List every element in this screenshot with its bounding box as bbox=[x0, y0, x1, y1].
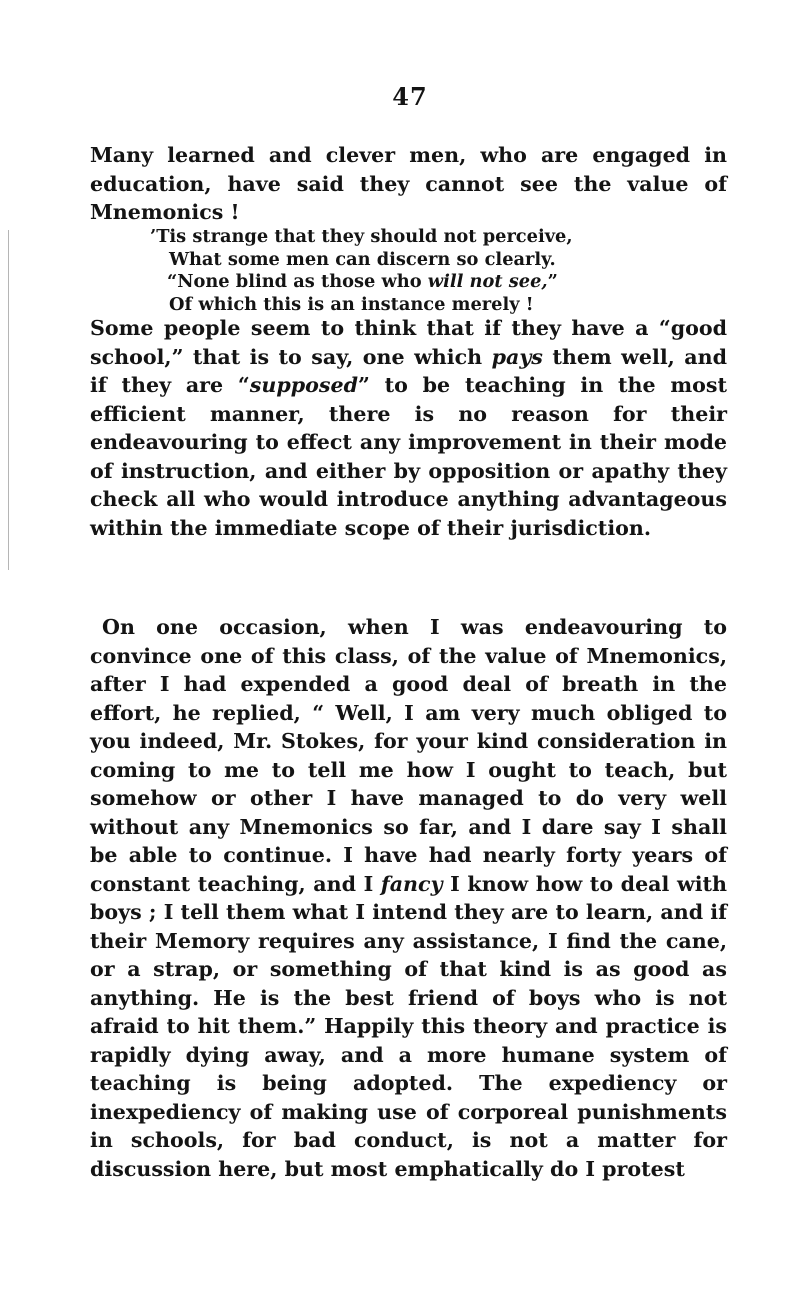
verse-line-3-start: “None blind as those who bbox=[167, 271, 428, 293]
para3-emphasis-fancy: fancy bbox=[380, 871, 443, 896]
verse-line-3-end: ” bbox=[547, 271, 558, 293]
para2-emphasis-pays: pays bbox=[491, 344, 543, 369]
page-number: 47 bbox=[392, 82, 428, 111]
verse-line-3 bbox=[150, 271, 710, 294]
page-edge-line bbox=[8, 230, 9, 570]
verse-line-2: What some men can discern so clearly. bbox=[169, 248, 556, 270]
intro-paragraph: Many learned and clever men, who are engaged in education, have said they cannot see the value of Mnemonics ! bbox=[90, 143, 727, 224]
body-paragraph-anecdote bbox=[90, 613, 727, 1183]
verse-line-1: ’Tis strange that they should not perceive, bbox=[150, 226, 573, 247]
verse-line-3-emphasis: will not see, bbox=[427, 271, 548, 293]
para2-text-1: Some people seem to think that if they have a “good school,” that is to say, one which bbox=[90, 316, 727, 369]
verse-quote bbox=[150, 226, 710, 317]
verse-line-4: Of which this is an instance merely ! bbox=[169, 294, 534, 316]
para2-emphasis-supposed: supposed bbox=[249, 373, 358, 397]
body-paragraph-good-school bbox=[90, 314, 727, 542]
para2-text-2: them well, and if they are “ bbox=[90, 344, 728, 397]
para3-text-1: On one occasion, when I was endeavouring to convince one of this class, of the value of Mnemonics, after I had expended a good deal of breath in the effort, he replied, “ Well, I am very much obliged to you indeed, Mr. Stokes, for your kind consideration in coming to me to tell me how I ought to teach, but somehow or other I have managed to do very well without any Mnemonics so far, and I dare say I shall be able to continue. I have had nearly forty years of constant teaching, and I bbox=[90, 615, 727, 896]
para2-text-3: ” to be teaching in the most efficient manner, there is no reason for their endeavouring to effect any improvement in their mode of instruction, and either by opposition or apathy they check all who would introduce anything advantageous within the immediate scope of their jurisdiction. bbox=[90, 373, 728, 540]
para3-text-2: I know how to deal with boys ; I tell them what I intend they are to learn, and if their Memory requires any assistance, I find the cane, or a strap, or something of that kind is as good as anything. He is the best friend of boys who is not afraid to hit them.” Happily this theory and practice is rapidly dying away, and a more humane system of teaching is being adopted. The expediency or inexpediency of making use of corporeal punishments in schools, for bad conduct, is not a matter for discussion here, but most emphatically do I protest bbox=[90, 871, 728, 1181]
